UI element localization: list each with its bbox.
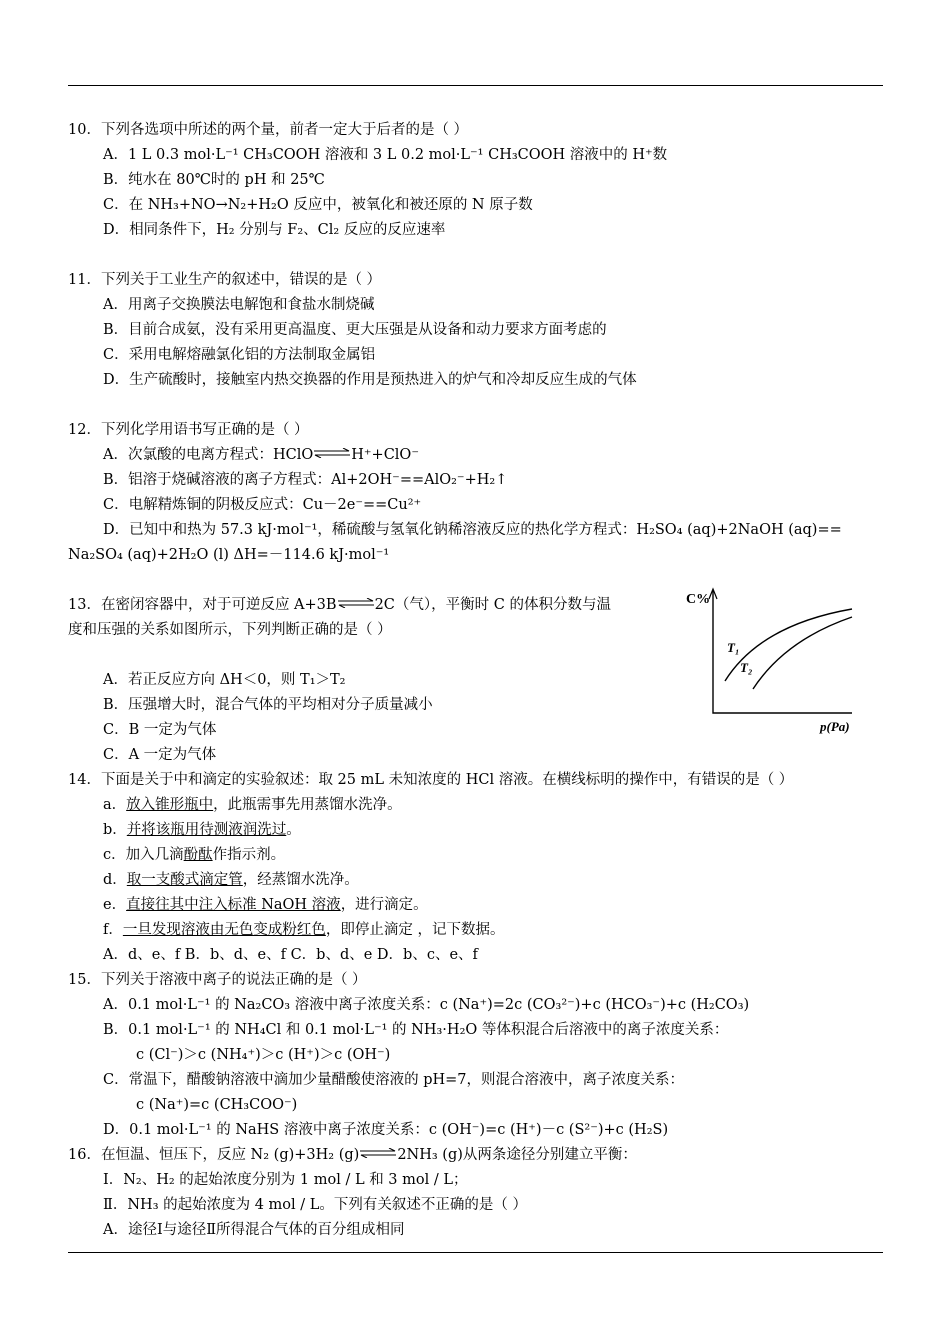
q13-option-b: B．压强增大时，混合气体的平均相对分子质量减小 [103, 697, 433, 713]
q16-route-i: Ⅰ．N₂、H₂ 的起始浓度分别为 1 mol / L 和 3 mol / L； [103, 1172, 468, 1188]
q14-step-f: f．一旦发现溶液由无色变成粉红色，即停止滴定 ，记下数据。 [103, 922, 505, 938]
q12-stem: 12．下列化学用语书写正确的是（ ） [68, 422, 309, 438]
graph-curve-t1-label: T₁ [727, 640, 740, 655]
q12-option-b: B．铝溶于烧碱溶液的离子方程式：Al+2OH⁻==AlO₂⁻+H₂↑ [103, 472, 508, 488]
q14-step-d: d．取一支酸式滴定管，经蒸馏水洗净。 [103, 872, 359, 888]
q14-step-a: a．放入锥形瓶中，此瓶需事先用蒸馏水洗净。 [103, 797, 402, 813]
q16-option-a: A．途径Ⅰ与途径Ⅱ所得混合气体的百分组成相同 [103, 1222, 405, 1238]
q12-option-c: C．电解精炼铜的阴极反应式：Cu－2e⁻==Cu²⁺ [103, 497, 422, 513]
q15-option-b-line1: B．0.1 mol·L⁻¹ 的 NH₄Cl 和 0.1 mol·L⁻¹ 的 NH₃·H₂O 等体积混合后溶液中的离子浓度关系： [103, 1022, 729, 1038]
q12-option-a: A．次氯酸的电离方程式：HClO H⁺+ClO⁻ [103, 447, 419, 463]
q13-stem-line1: 13．在密闭容器中，对于可逆反应 A+3B 2C（气），平衡时 C 的体积分数与温 [68, 597, 611, 613]
equilibrium-arrow-icon [359, 1148, 397, 1158]
q14-step-e: e．直接往其中注入标准 NaOH 溶液，进行滴定。 [103, 897, 428, 913]
graph-y-label: C% [686, 592, 711, 607]
q11-option-a: A．用离子交换膜法电解饱和食盐水制烧碱 [103, 297, 375, 313]
q15-option-c-line1: C．常温下，醋酸钠溶液中滴加少量醋酸使溶液的 pH=7，则混合溶液中，离子浓度关系： [103, 1072, 685, 1088]
equilibrium-arrow-icon [337, 598, 375, 608]
q16-route-ii: Ⅱ．NH₃ 的起始浓度为 4 mol / L。下列有关叙述不正确的是（ ） [103, 1197, 528, 1213]
q11-option-b: B．目前合成氨，没有采用更高温度、更大压强是从设备和动力要求方面考虑的 [103, 322, 607, 338]
q15-option-a: A．0.1 mol·L⁻¹ 的 Na₂CO₃ 溶液中离子浓度关系：c (Na⁺)=2c (CO₃²⁻)+c (HCO₃⁻)+c (H₂CO₃) [103, 997, 750, 1013]
q14-step-b: b．并将该瓶用待测液润洗过。 [103, 822, 301, 838]
q11-stem: 11．下列关于工业生产的叙述中，错误的是（ ） [68, 272, 382, 288]
q15-option-b-line2: c (Cl⁻)＞c (NH₄⁺)＞c (H⁺)＞c (OH⁻) [136, 1047, 391, 1063]
q13-option-c: C．B 一定为气体 [103, 722, 217, 738]
q13-option-a: A．若正反应方向 ΔH＜0，则 T₁＞T₂ [103, 672, 346, 688]
q14-choices: A．d、e、f B．b、d、e、f C．b、d、e D．b、c、e、f [103, 947, 478, 963]
graph-curve-t2 [753, 617, 852, 689]
q13-graph [680, 585, 870, 740]
q11-option-c: C．采用电解熔融氯化铝的方法制取金属铝 [103, 347, 376, 363]
footer-rule [68, 1252, 883, 1253]
q12-option-d-line2: Na₂SO₄ (aq)+2H₂O (l) ΔH=－114.6 kJ·mol⁻¹ [68, 547, 390, 563]
graph-curve-t2-label: T₂ [740, 660, 753, 675]
q13-stem-line2: 度和压强的关系如图所示，下列判断正确的是（ ） [68, 622, 392, 638]
q13-option-d: C．A 一定为气体 [103, 747, 217, 763]
q12-option-d-line1: D．已知中和热为 57.3 kJ·mol⁻¹，稀硫酸与氢氧化钠稀溶液反应的热化学方程式：H₂SO₄ (aq)+2NaOH (aq)== [103, 522, 842, 538]
q10-option-b: B．纯水在 80℃时的 pH 和 25℃ [103, 172, 325, 188]
q16-stem: 16．在恒温、恒压下，反应 N₂ (g)+3H₂ (g) 2NH₃ (g)从两条途径分别建立平衡： [68, 1147, 637, 1163]
q14-step-c: c．加入几滴酚酞作指示剂。 [103, 847, 286, 863]
q10-stem: 10．下列各选项中所述的两个量，前者一定大于后者的是（ ） [68, 122, 469, 138]
equilibrium-arrow-icon [313, 448, 351, 458]
graph-x-label: p(Pa) [820, 719, 850, 734]
q15-option-d: D．0.1 mol·L⁻¹ 的 NaHS 溶液中离子浓度关系：c (OH⁻)=c (H⁺)－c (S²⁻)+c (H₂S) [103, 1122, 669, 1138]
q11-option-d: D．生产硫酸时，接触室内热交换器的作用是预热进入的炉气和冷却反应生成的气体 [103, 372, 637, 388]
q15-option-c-line2: c (Na⁺)=c (CH₃COO⁻) [136, 1097, 298, 1113]
q15-stem: 15．下列关于溶液中离子的说法正确的是（ ） [68, 972, 367, 988]
header-rule [68, 85, 883, 86]
q10-option-c: C．在 NH₃+NO→N₂+H₂O 反应中，被氧化和被还原的 N 原子数 [103, 197, 533, 213]
q10-option-a: A．1 L 0.3 mol·L⁻¹ CH₃COOH 溶液和 3 L 0.2 mol·L⁻¹ CH₃COOH 溶液中的 H⁺数 [103, 147, 668, 163]
q10-option-d: D．相同条件下，H₂ 分别与 F₂、Cl₂ 反应的反应速率 [103, 222, 446, 238]
q14-stem: 14．下面是关于中和滴定的实验叙述：取 25 mL 未知浓度的 HCl 溶液。在横线标明的操作中，有错误的是（ ） [68, 772, 794, 788]
